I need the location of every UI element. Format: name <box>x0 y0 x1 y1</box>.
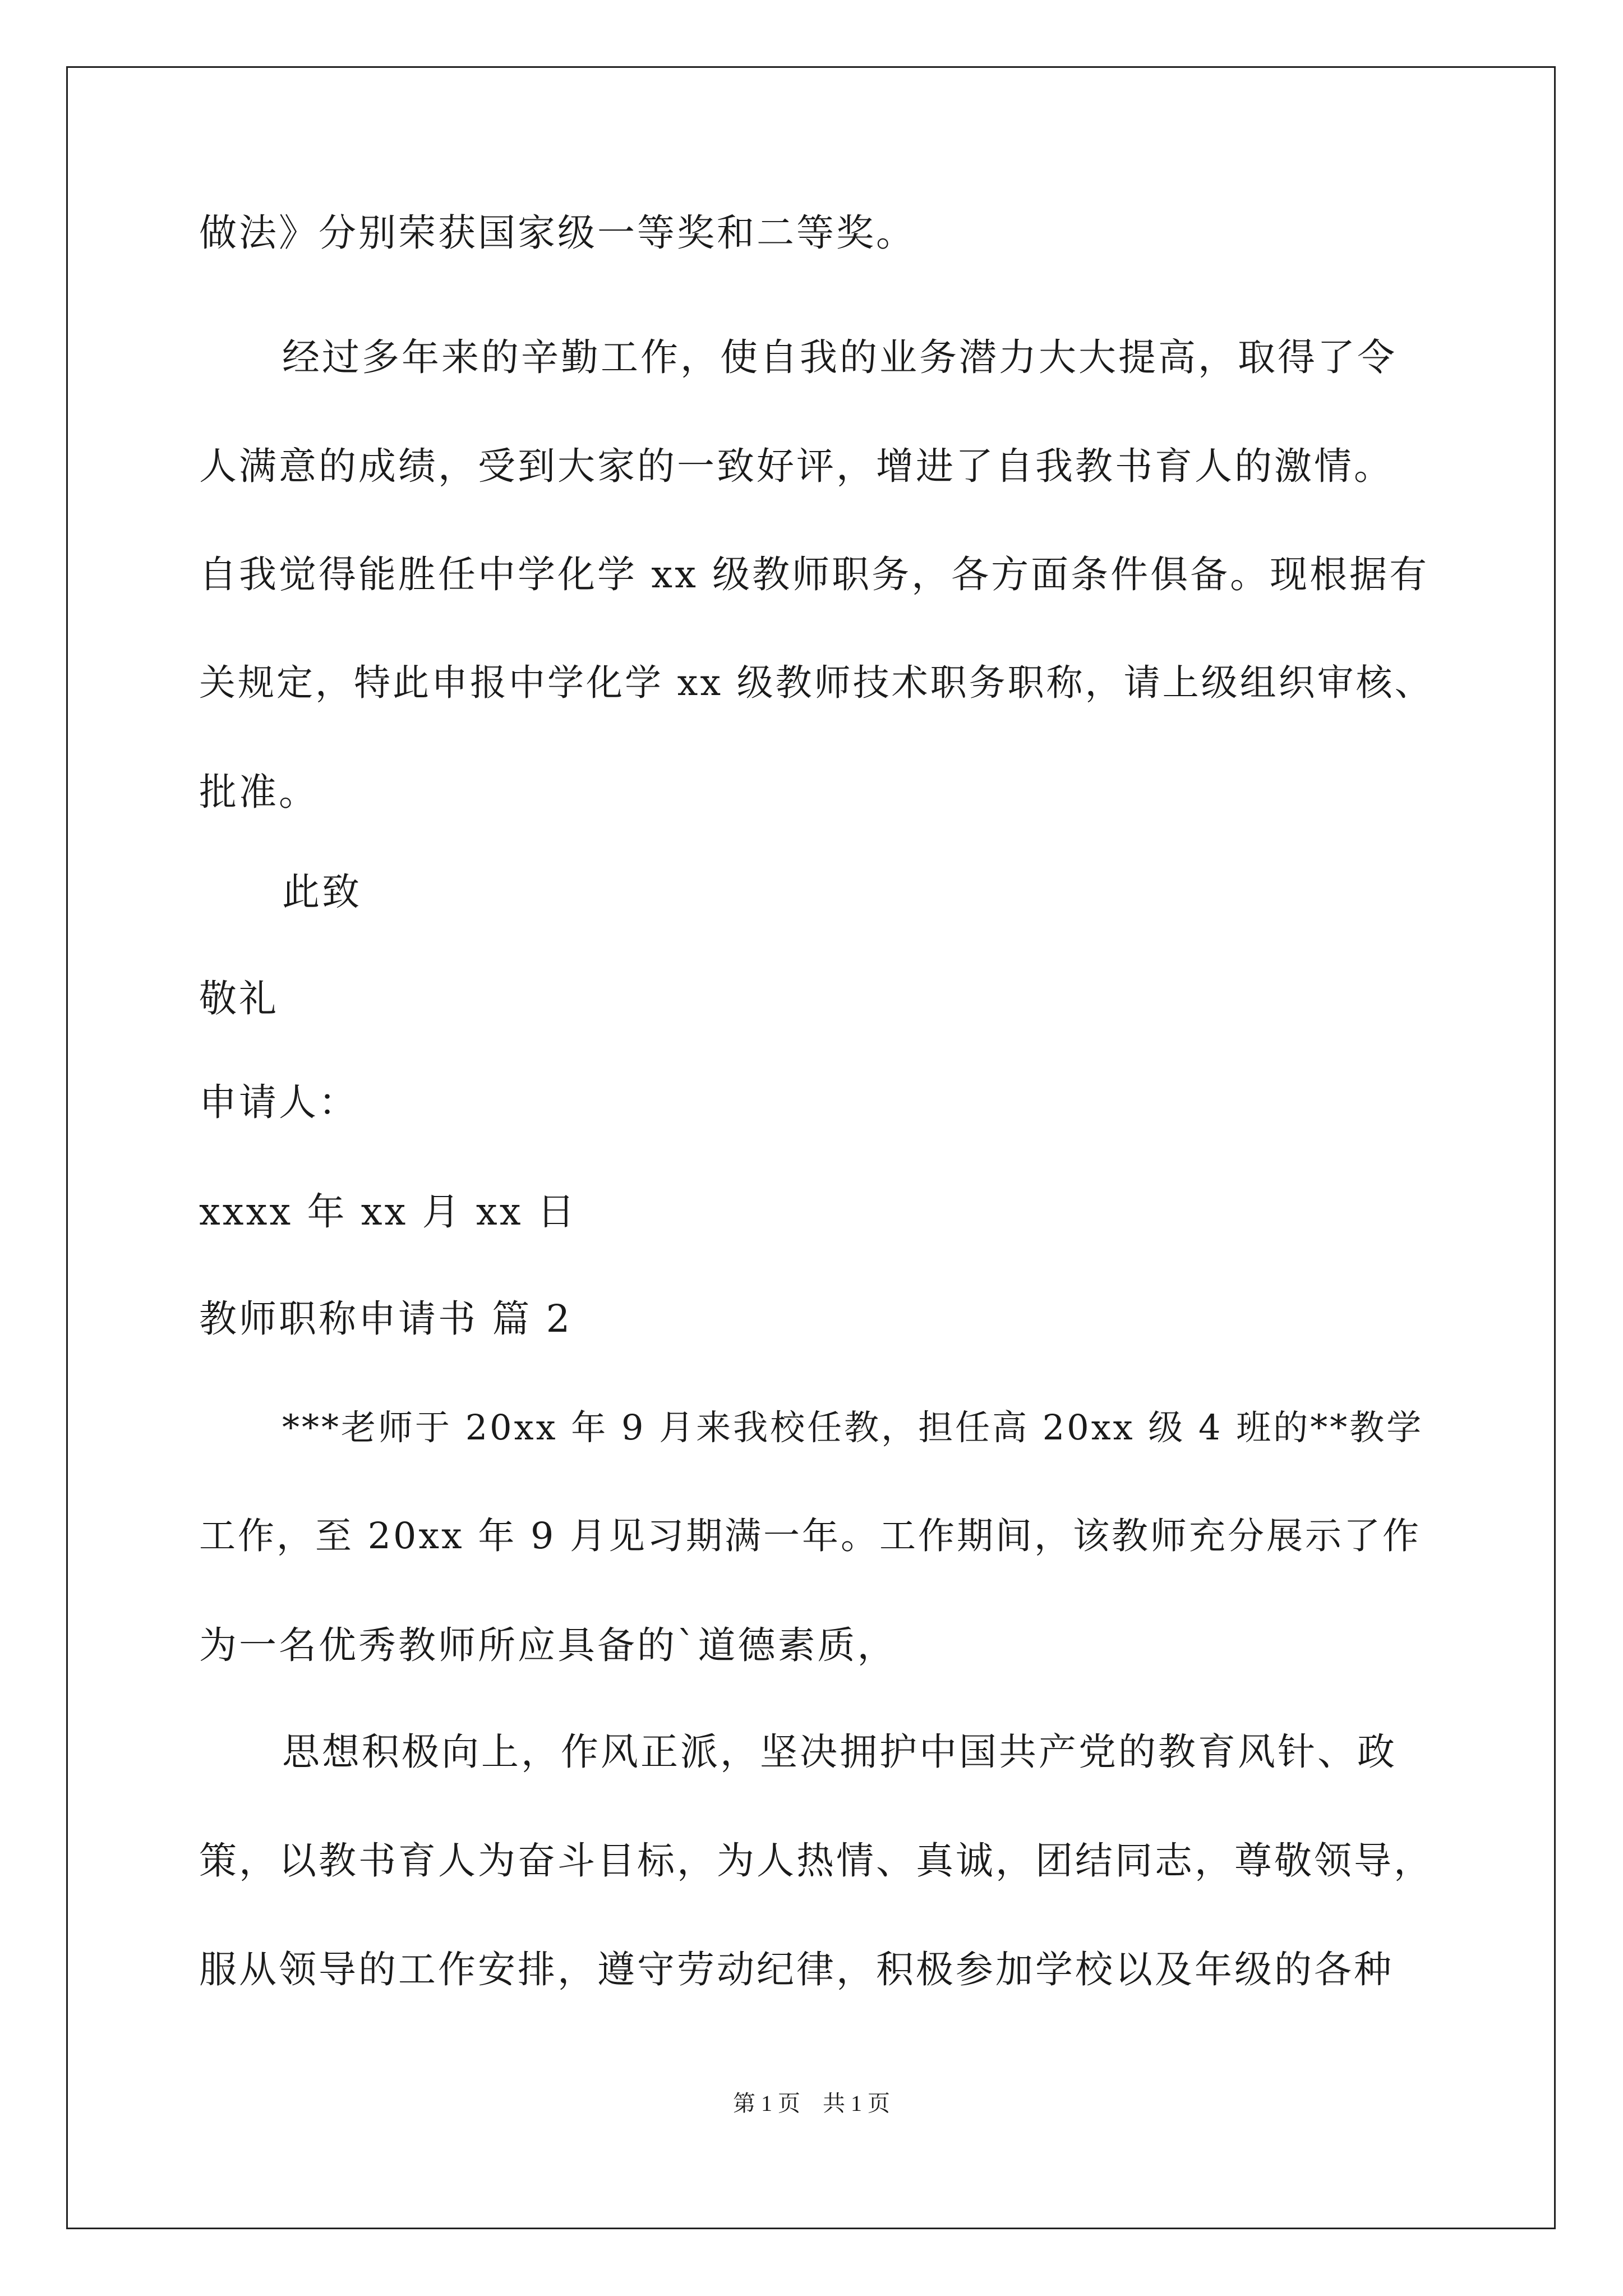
paragraph-start-line: 思想积极向上，作风正派，坚决拥护中国共产党的教育风针、政 <box>282 1730 1397 1774</box>
date-line: xxxx 年 xx 月 xx 日 <box>199 1190 577 1234</box>
text-line: 策，以教书育人为奋斗目标，为人热情、真诚，团结同志，尊敬领导， <box>199 1839 1433 1883</box>
text-line: 服从领导的工作安排，遵守劳动纪律，积极参加学校以及年级的各种 <box>199 1948 1394 1991</box>
paragraph-start-line: 经过多年来的辛勤工作，使自我的业务潜力大大提高，取得了令 <box>282 335 1397 379</box>
text-line: 人满意的成绩，受到大家的一致好评，增进了自我教书育人的激情。 <box>199 444 1394 488</box>
page-footer: 第 1 页 共 1 页 <box>733 2091 890 2116</box>
text-line: 批准。 <box>199 770 319 814</box>
page-border <box>66 66 1556 2229</box>
closing-line: 敬礼 <box>199 977 279 1020</box>
text-line: 做法》分别荣获国家级一等奖和二等奖。 <box>199 211 916 255</box>
text-line: 工作，至 20xx 年 9 月见习期满一年。工作期间，该教师充分展示了作 <box>199 1515 1422 1557</box>
text-line: 关规定，特此申报中学化学 xx 级教师技术职务职称，请上级组织审核、 <box>199 662 1433 704</box>
applicant-label: 申请人： <box>199 1080 358 1124</box>
section-heading: 教师职称申请书 篇 2 <box>199 1297 573 1341</box>
text-line: 为一名优秀教师所应具备的`道德素质， <box>199 1623 897 1667</box>
salutation-line: 此致 <box>282 870 362 914</box>
text-line: 自我觉得能胜任中学化学 xx 级教师职务，各方面条件俱备。现根据有 <box>199 553 1430 596</box>
paragraph-start-line: ***老师于 20xx 年 9 月来我校任教，担任高 20xx 级 4 班的**教学 <box>282 1407 1424 1448</box>
